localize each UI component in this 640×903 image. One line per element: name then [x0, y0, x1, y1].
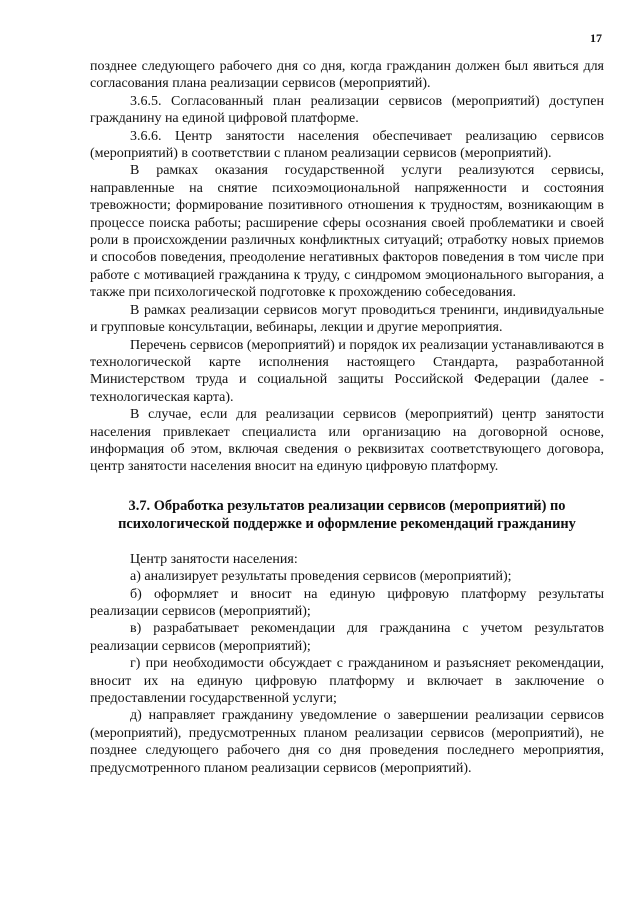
list-item-b: б) оформляет и вносит на единую цифровую платформу результаты реализации сервисов (мероприятий); — [90, 586, 604, 619]
document-body — [90, 58, 604, 777]
list-item-a: а) анализирует результаты проведения сервисов (мероприятий); — [130, 569, 512, 585]
page-number: 17 — [590, 31, 602, 45]
paragraph-contract: В случае, если для реализации сервисов (мероприятий) центр занятости населения привлекает специалиста или организацию на договорной основе, информация об этом, включая сведения о реквизитах соответствующего договора, центр занятости населения вносит на единую цифровую платформу. — [90, 407, 604, 475]
paragraph-3-6-6: 3.6.6. Центр занятости населения обеспечивает реализацию сервисов (мероприятий) в соответствии с планом реализации сервисов (мероприятий). — [90, 128, 604, 162]
section-intro: Центр занятости населения: — [130, 551, 298, 567]
list-item-d: д) направляет гражданину уведомление о завершении реализации сервисов (мероприятий), предусмотренных планом реализации сервисов (мероприятий), не позднее следующего рабочего дня со дня проведения последнего мероприятия, предусмотренного планом реализации сервисов (мероприятий). — [90, 708, 604, 776]
list-item-v: в) разрабатывает рекомендации для гражданина с учетом результатов реализации сервисов (мероприятий); — [90, 621, 604, 654]
list-item-g: г) при необходимости обсуждает с гражданином и разъясняет рекомендации, вносит их на единую цифровую платформу и включает в заключение о предоставлении государственной услуги; — [90, 656, 604, 706]
paragraph-continuation: позднее следующего рабочего дня со дня, когда гражданин должен был явиться для согласования плана реализации сервисов (мероприятий). — [90, 59, 604, 92]
paragraph-3-6-5: 3.6.5. Согласованный план реализации сервисов (мероприятий) доступен гражданину на единой цифровой платформе. — [90, 93, 604, 127]
paragraph-trainings: В рамках реализации сервисов могут проводиться тренинги, индивидуальные и групповые консультации, вебинары, лекции и другие мероприятия. — [90, 302, 604, 336]
section-heading-3-7: 3.7. Обработка результатов реализации сервисов (мероприятий) по психологической поддержке и оформление рекомендаций гражданину — [118, 497, 576, 532]
paragraph-services-description: В рамках оказания государственной услуги реализуются сервисы, направленные на снятие психоэмоциональной напряженности и состояния тревожности; формирование позитивного отношения к трудностям, возникающим в процессе поиска работы; расширение сферы осознания своей проблематики и своей роли в происхождении различных конфликтных ситуаций; отработку новых приемов и способов поведения, преодоление негативных факторов поведения в том числе при работе с мотивацией гражданина к труду, с синдромом эмоционального выгорания, а также при психологической подготовке к прохождению собеседования. — [90, 163, 604, 301]
paragraph-services-list: Перечень сервисов (мероприятий) и порядок их реализации устанавливаются в технологической карте исполнения настоящего Стандарта, разработанной Министерством труда и социальной защиты Российской Федерации (далее - технологическая карта). — [90, 337, 604, 405]
